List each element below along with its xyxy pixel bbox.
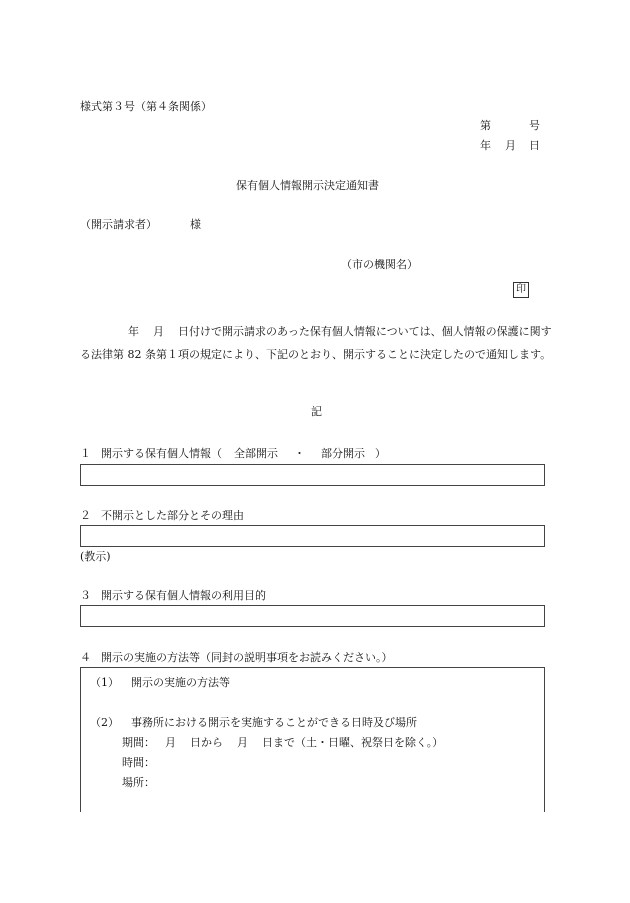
document-title: 保有個人情報開示決定通知書 (236, 179, 379, 192)
period-from: 日から (190, 736, 223, 749)
addressee-label: （開示請求者） (80, 218, 157, 231)
body-year: 年 (128, 325, 139, 338)
period-label: 期間： (122, 736, 155, 749)
subsection-1-number: （1） (90, 676, 119, 689)
section-3-label: 開示する保有個人情報の利用目的 (101, 589, 266, 602)
section-2-number: ２ (80, 509, 91, 522)
section-3-number: ３ (80, 589, 91, 602)
section-1-number: １ (80, 447, 91, 460)
option-separator: ・ (294, 447, 305, 460)
section-4-number: ４ (80, 651, 91, 664)
section-1-field[interactable] (80, 464, 545, 486)
instruction-note: (教示) (80, 550, 111, 563)
subsection-2 (90, 716, 417, 730)
doc-number-prefix: 第 (480, 119, 491, 132)
option-partial-disclosure[interactable]: 部分開示 (321, 447, 365, 460)
date-day: 日 (529, 139, 540, 152)
period-month-to: 月 (237, 736, 248, 749)
date-month: 月 (505, 139, 516, 152)
time-label: 時間： (122, 756, 155, 769)
period-until: 日まで（土・日曜、祝祭日を除く。） (262, 736, 444, 749)
section-1-label: 開示する保有個人情報（ (101, 447, 222, 460)
addressee-honorific: 様 (190, 218, 201, 231)
section-3-field[interactable] (80, 605, 545, 627)
section-2-label: 不開示とした部分とその理由 (101, 509, 244, 522)
section-4-label: 開示の実施の方法等（同封の説明事項をお読みください。） (101, 651, 393, 664)
period-month-from: 月 (165, 736, 176, 749)
subsection-1-label: 開示の実施の方法等 (131, 676, 230, 689)
seal-mark: 印 (513, 282, 529, 298)
doc-number-suffix: 号 (529, 119, 540, 132)
section-1-close: ） (375, 447, 386, 460)
section-1-heading (80, 447, 386, 461)
section-3-heading (80, 589, 266, 603)
body-text: 日付けで開示請求のあった保有個人情報については、個人情報の保護に関する法律第 82 条第１項の規定により、下記のとおり、開示することに決定したので通知します。 (80, 325, 552, 361)
section-2-heading (80, 509, 244, 523)
ki-heading: 記 (311, 405, 322, 418)
period-line (122, 736, 443, 750)
subsection-1 (90, 676, 230, 690)
option-full-disclosure[interactable]: 全部開示 (234, 447, 278, 460)
section-4-heading (80, 651, 393, 665)
subsection-2-number: （2） (90, 716, 119, 729)
body-paragraph (80, 320, 560, 366)
issuer-name: （市の機関名） (341, 258, 418, 271)
section-2-field[interactable] (80, 525, 545, 547)
place-label: 場所： (122, 776, 155, 789)
subsection-2-label: 事務所における開示を実施することができる日時及び場所 (131, 716, 417, 729)
body-month: 月 (153, 325, 164, 338)
date-year: 年 (480, 139, 491, 152)
form-number: 様式第３号（第４条関係） (80, 100, 212, 113)
